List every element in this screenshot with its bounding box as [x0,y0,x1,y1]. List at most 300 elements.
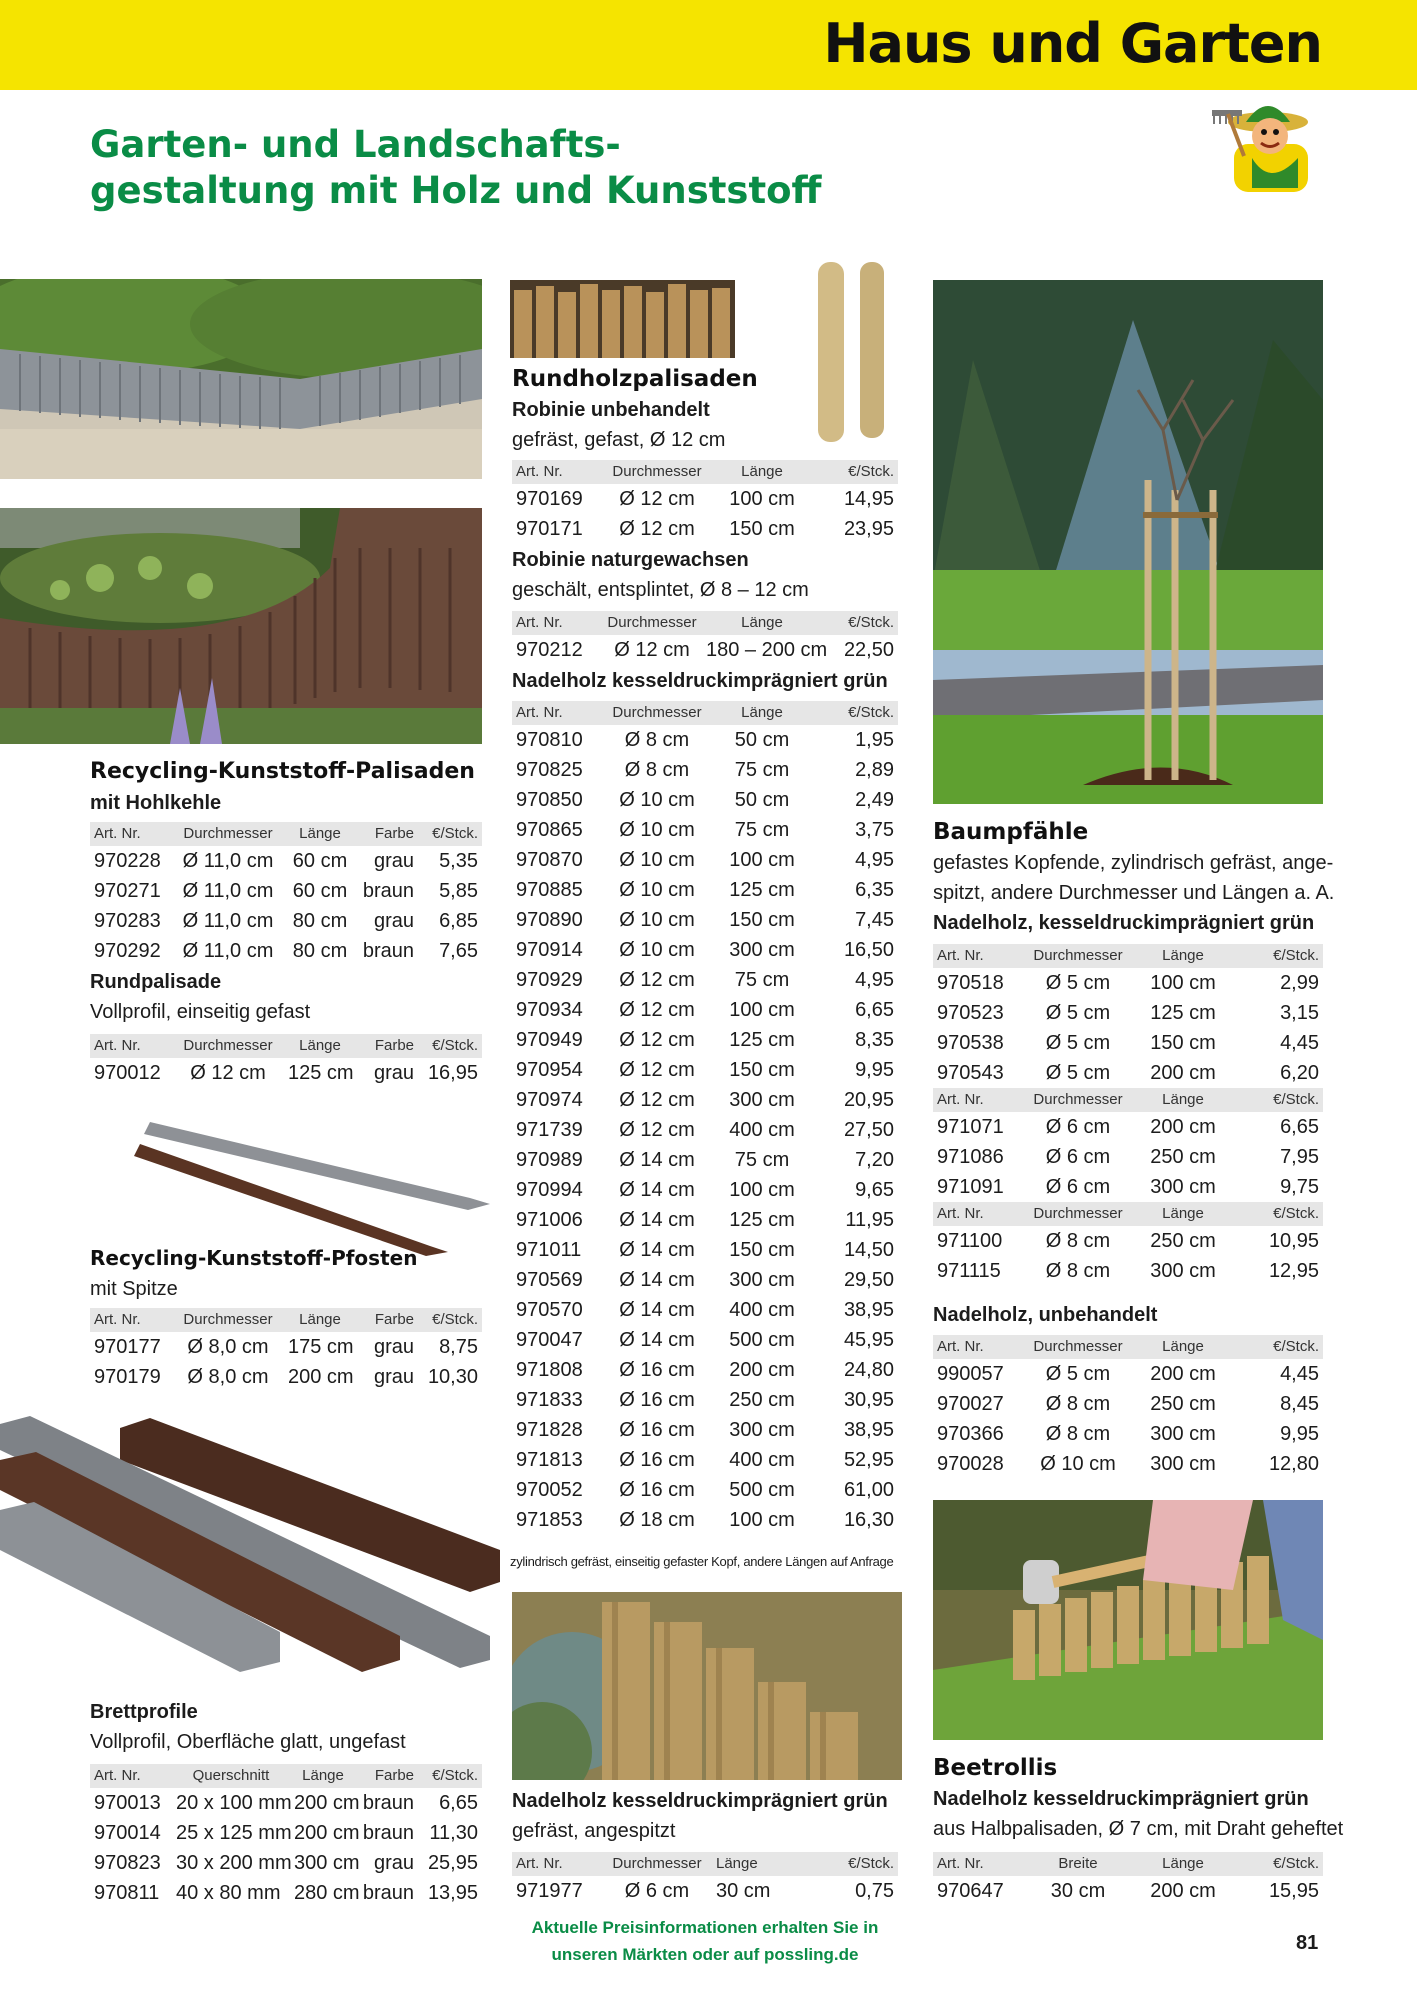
table-row [90,1332,482,1362]
table-cell: 7,45 [855,909,894,931]
baumpfaehle-unbehandelt-section [933,1300,1157,1330]
table-cell: grau [373,1366,414,1388]
table-cell: braun [362,1882,414,1904]
table-cell: 60 cm [292,850,348,872]
col-header: Länge [284,1034,356,1058]
col-header: €/Stck. [1233,944,1323,968]
baumpfaehle-table-1 [933,944,1323,1286]
table-cell: braun [362,880,414,902]
table-cell: 200 cm [1150,1062,1216,1084]
table-cell: 970212 [516,639,583,661]
table-cell: 971011 [516,1239,582,1261]
table-cell: 200 cm [1150,1880,1216,1902]
section-subtitle: Nadelholz kesseldruckimprägniert grün [933,1788,1309,1810]
table-row [933,1449,1323,1479]
table-cell: Ø 14 cm [619,1179,695,1201]
table-cell: 45,95 [843,1329,894,1351]
table-cell: 970850 [516,789,583,811]
table-cell: 3,15 [1280,1002,1319,1024]
table-cell: grau [373,850,414,872]
table-cell: 2,89 [855,759,894,781]
col-header: €/Stck. [812,701,898,725]
table-cell: 970811 [94,1882,160,1904]
pfosten-table [90,1308,482,1392]
col-header: Länge [290,1764,356,1788]
table-row [512,1295,898,1325]
table-cell: 6,20 [1280,1062,1319,1084]
table-row [512,484,898,514]
table-cell: 200 cm [1150,1363,1216,1385]
col-header: €/Stck. [812,1852,898,1876]
table-cell: 7,95 [1280,1146,1319,1168]
table-cell: 400 cm [729,1299,795,1321]
table-row [512,635,898,665]
table-row [90,1788,482,1818]
table-row [933,1389,1323,1419]
table-cell: 300 cm [729,1419,795,1441]
table-body [512,635,898,665]
table-cell: 125 cm [288,1062,354,1084]
table-cell: grau [373,1852,414,1874]
table-cell: 971100 [937,1230,1003,1252]
table-cell: Ø 5 cm [1045,1002,1111,1024]
col-header: Art. Nr. [933,944,1023,968]
table-cell: 300 cm [294,1852,360,1874]
table-cell: 61,00 [843,1479,894,1501]
table-cell: 150 cm [729,909,795,931]
table-row [90,846,482,876]
col-header: Art. Nr. [512,611,602,635]
col-header: Art. Nr. [90,822,172,846]
table-cell: 970647 [937,1880,1004,1902]
table-row [512,514,898,544]
table-cell: Ø 8,0 cm [187,1336,269,1358]
table-cell: 12,80 [1268,1453,1319,1475]
section-subtitle: mit Spitze [90,1278,178,1300]
table-row [90,1058,482,1088]
table-cell: 6,65 [1280,1116,1319,1138]
table-cell: 180 – 200 cm [706,639,828,661]
table-row [512,1385,898,1415]
table-cell: 970569 [516,1269,583,1291]
table-cell: 14,95 [843,488,894,510]
col-header: €/Stck. [418,1308,482,1332]
section-title: Rundholzpalisaden [512,366,758,392]
nadelholz-table [512,701,898,1535]
table-cell: 100 cm [1150,972,1216,994]
table-cell: 970929 [516,969,583,991]
table-cell: 4,95 [855,969,894,991]
table-cell: 6,85 [439,910,478,932]
col-header: Farbe [356,1308,418,1332]
pfosten-section [90,1242,417,1304]
table-cell: 500 cm [729,1479,795,1501]
col-header: Art. Nr. [512,1852,602,1876]
col-header: €/Stck. [418,1764,482,1788]
table-row [512,1475,898,1505]
table-cell: 100 cm [729,488,795,510]
table-cell: Ø 14 cm [619,1149,695,1171]
table-cell: Ø 14 cm [619,1329,695,1351]
rundpalisade-section [90,967,310,1027]
col-header: Art. Nr. [90,1764,172,1788]
col-header: Art. Nr. [512,701,602,725]
table-cell: 970825 [516,759,583,781]
table-cell: 150 cm [729,1059,795,1081]
table-cell: 100 cm [729,1179,795,1201]
table-cell: 300 cm [1150,1176,1216,1198]
table-cell: 38,95 [843,1299,894,1321]
table-cell: 30,95 [843,1389,894,1411]
col-header: Länge [1133,1852,1233,1876]
table-cell: 16,50 [843,939,894,961]
table-row [512,1505,898,1535]
table-cell: 100 cm [729,999,795,1021]
col-header: Art. Nr. [933,1088,1023,1112]
table-cell: 7,20 [855,1149,894,1171]
table-header-row [933,1088,1323,1112]
col-header: €/Stck. [812,460,898,484]
table-cell: 250 cm [1150,1230,1216,1252]
rundholz-section [512,363,758,455]
table-cell: 75 cm [734,1149,790,1171]
table-cell: 30 x 200 mm [176,1852,292,1874]
table-header-row [90,1034,482,1058]
section-subtitle: mit Hohlkehle [90,792,222,814]
table-cell: 50 cm [734,729,790,751]
table-cell: 8,45 [1280,1393,1319,1415]
beetrollis-table [933,1852,1323,1906]
page-number: 81 [1296,1932,1319,1954]
table-cell: 970543 [937,1062,1004,1084]
table-cell: 11,30 [429,1822,478,1844]
table-cell: 200 cm [294,1822,360,1844]
table-body [933,1359,1323,1479]
table-header-row [90,1764,482,1788]
section-subtitle: geschält, entsplintet, Ø 8 – 12 cm [512,579,809,601]
table-row [512,1265,898,1295]
table-cell: 29,50 [843,1269,894,1291]
table-cell: 970292 [94,940,161,962]
table-cell: 23,95 [843,518,894,540]
table-body [933,1226,1323,1286]
table-row [512,1325,898,1355]
header-title: Haus und Garten [823,12,1322,75]
col-header: Durchmesser [602,460,712,484]
recycling-palisaden-section [90,756,475,818]
col-header: €/Stck. [822,611,898,635]
table-cell: Ø 10 cm [619,879,695,901]
table-cell: 500 cm [729,1329,795,1351]
table-cell: 20 x 100 mm [176,1792,292,1814]
table-cell: 970949 [516,1029,583,1051]
table-header-row [933,944,1323,968]
table-cell: grau [373,910,414,932]
table-row [90,1362,482,1392]
robinie-unbehandelt-title: Robinie unbehandelt [512,399,710,421]
table-cell: 970013 [94,1792,161,1814]
table-cell: 2,99 [1280,972,1319,994]
col-header: Durchmesser [1023,1335,1133,1359]
table-cell: 971739 [516,1119,583,1141]
table-header-row [933,1335,1323,1359]
table-cell: 971086 [937,1146,1004,1168]
table-cell: 970885 [516,879,583,901]
table-row [512,965,898,995]
table-cell: 27,50 [843,1119,894,1141]
table-cell: 280 cm [294,1882,360,1904]
table-cell: 970538 [937,1032,1004,1054]
table-cell: 2,49 [855,789,894,811]
table-cell: Ø 16 cm [619,1389,695,1411]
table-cell: Ø 11,0 cm [182,850,274,872]
table-body [933,1876,1323,1906]
table-cell: 970171 [516,518,583,540]
col-header: Länge [712,701,812,725]
page-headline [90,122,822,214]
photo-robinie-posts [810,256,890,446]
table-cell: Ø 12 cm [619,1029,695,1051]
photo-brown-palisades-pond [0,508,482,744]
table-row [512,1175,898,1205]
table-cell: 970027 [937,1393,1004,1415]
col-header: Länge [1133,1088,1233,1112]
table-body [512,484,898,544]
col-header: Länge [284,822,356,846]
table-cell: braun [362,1822,414,1844]
table-row [512,995,898,1025]
table-cell: 52,95 [843,1449,894,1471]
col-header: Art. Nr. [512,460,602,484]
table-cell: Ø 5 cm [1045,1032,1111,1054]
col-header: €/Stck. [418,1034,482,1058]
table-cell: 970012 [94,1062,161,1084]
col-header: Durchmesser [602,1852,712,1876]
table-cell: 14,50 [843,1239,894,1261]
table-cell: 971091 [937,1176,1004,1198]
table-cell: 970810 [516,729,583,751]
table-header-row [512,460,898,484]
col-header: Länge [702,611,822,635]
table-cell: 971071 [937,1116,1004,1138]
baumpfaehle-table-2 [933,1335,1323,1479]
photo-stepped-palisades [512,1592,902,1780]
table-cell: 970169 [516,488,583,510]
table-cell: 9,95 [855,1059,894,1081]
table-row [933,998,1323,1028]
table-cell: 10,30 [427,1366,478,1388]
table-cell: 970366 [937,1423,1004,1445]
col-header: €/Stck. [418,822,482,846]
table-cell: 15,95 [1268,1880,1319,1902]
section-title: Nadelholz kesseldruckimprägniert grün [512,670,888,692]
table-cell: Ø 16 cm [619,1359,695,1381]
table-cell: Ø 12 cm [614,639,690,661]
table-cell: 22,50 [843,639,894,661]
photo-grey-palisades [0,279,482,479]
table-row [512,815,898,845]
col-header: Art. Nr. [933,1852,1023,1876]
col-header: Querschnitt [172,1764,290,1788]
table-row [512,755,898,785]
col-header: Art. Nr. [933,1335,1023,1359]
table-cell: 75 cm [734,819,790,841]
table-cell: 11,95 [845,1209,894,1231]
table-cell: 300 cm [1150,1423,1216,1445]
table-cell: 970914 [516,939,583,961]
table-cell: 970283 [94,910,161,932]
table-row [933,968,1323,998]
table-cell: 971808 [516,1359,583,1381]
table-row [512,935,898,965]
section-desc-1: gefastes Kopfende, zylindrisch gefräst, ange- [933,852,1334,874]
table-cell: 13,95 [427,1882,478,1904]
col-header: Farbe [356,822,418,846]
table-cell: Ø 12 cm [190,1062,266,1084]
table-cell: 4,45 [1280,1032,1319,1054]
spitzpfahl-table [512,1852,898,1906]
table-cell: 970177 [94,1336,161,1358]
table-row [512,1145,898,1175]
photo-beetrollis [933,1500,1323,1740]
table-cell: Ø 10 cm [619,789,695,811]
table-cell: 970989 [516,1149,583,1171]
table-row [512,845,898,875]
table-cell: 50 cm [734,789,790,811]
table-row [90,1818,482,1848]
table-cell: 250 cm [729,1389,795,1411]
table-cell: 38,95 [843,1419,894,1441]
table-cell: 970047 [516,1329,583,1351]
table-row [512,1025,898,1055]
table-cell: 970994 [516,1179,583,1201]
col-header: Art. Nr. [90,1034,172,1058]
header-bar [0,0,1417,90]
table-cell: Ø 11,0 cm [182,940,274,962]
photo-plastic-posts [130,1100,500,1262]
gardener-mascot-icon [1206,92,1324,194]
table-body [90,1788,482,1908]
table-cell: Ø 8 cm [1045,1423,1111,1445]
section-subtitle: Vollprofil, Oberfläche glatt, ungefast [90,1731,406,1753]
nadelholz-section [512,666,888,696]
col-header: Farbe [356,1034,418,1058]
table-row [512,1115,898,1145]
table-cell: 16,95 [427,1062,478,1084]
table-cell: 970865 [516,819,583,841]
headline-line-2: gestaltung mit Holz und Kunststoff [90,169,822,212]
col-header: Durchmesser [1023,1202,1133,1226]
table-cell: Ø 12 cm [619,518,695,540]
table-cell: 75 cm [734,759,790,781]
table-row [90,936,482,966]
col-header: Durchmesser [172,1308,284,1332]
table-cell: 30 cm [716,1880,771,1902]
table-cell: Ø 5 cm [1045,1062,1111,1084]
section-title: Recycling-Kunststoff-Palisaden [90,759,475,784]
table-cell: 970179 [94,1366,161,1388]
table-body [512,725,898,1535]
table-cell: Ø 6 cm [624,1880,690,1902]
table-cell: 970028 [937,1453,1004,1475]
table-header-row [90,1308,482,1332]
headline-line-1: Garten- und Landschafts- [90,123,621,166]
table-cell: Ø 10 cm [619,909,695,931]
robinie-natur-table [512,611,898,665]
table-body [90,846,482,966]
table-row [933,1359,1323,1389]
table-header-row [512,1852,898,1876]
table-cell: 5,35 [439,850,478,872]
table-cell: Ø 11,0 cm [182,910,274,932]
table-cell: 80 cm [292,910,348,932]
table-cell: 12,95 [1268,1260,1319,1282]
table-row [933,1256,1323,1286]
table-row [512,1055,898,1085]
photo-board-profiles [0,1410,500,1690]
photo-tree-stakes [933,280,1323,804]
section-title: Robinie naturgewachsen [512,549,749,571]
table-cell: 250 cm [1150,1393,1216,1415]
table-cell: Ø 5 cm [1045,972,1111,994]
robinie-unbehandelt-table [512,460,898,544]
table-cell: 300 cm [1150,1453,1216,1475]
section-subtitle: gefräst, angespitzt [512,1820,676,1842]
table-cell: Ø 12 cm [619,1119,695,1141]
table-cell: 970823 [94,1852,161,1874]
table-header-row [512,701,898,725]
table-cell: 1,95 [855,729,894,751]
col-header: Farbe [356,1764,418,1788]
table-cell: grau [373,1062,414,1084]
robinie-unbehandelt-subtitle: gefräst, gefast, Ø 12 cm [512,429,726,451]
table-cell: 80 cm [292,940,348,962]
table-row [933,1419,1323,1449]
table-cell: 75 cm [734,969,790,991]
table-row [933,1028,1323,1058]
table-cell: Ø 6 cm [1045,1116,1111,1138]
table-cell: 300 cm [729,939,795,961]
table-row [512,1415,898,1445]
table-cell: Ø 8 cm [1045,1230,1111,1252]
table-cell: Ø 12 cm [619,1089,695,1111]
table-cell: 970523 [937,1002,1004,1024]
table-cell: 175 cm [288,1336,354,1358]
table-cell: 125 cm [1150,1002,1216,1024]
table-row [512,725,898,755]
table-body [512,1876,898,1906]
table-cell: 971853 [516,1509,583,1531]
table-cell: 6,65 [855,999,894,1021]
table-cell: Ø 8 cm [624,759,690,781]
table-cell: 24,80 [843,1359,894,1381]
table-cell: 971977 [516,1880,583,1902]
table-row [933,1876,1323,1906]
table-row [933,1058,1323,1088]
section-title: Rundpalisade [90,971,222,993]
brettprofile-table [90,1764,482,1908]
table-cell: 400 cm [729,1449,795,1471]
table-cell: 8,35 [855,1029,894,1051]
table-cell: 970870 [516,849,583,871]
table-row [512,1235,898,1265]
table-body [90,1058,482,1088]
col-header: €/Stck. [1233,1335,1323,1359]
table-cell: 971813 [516,1449,583,1471]
table-cell: 100 cm [729,1509,795,1531]
table-cell: grau [373,1336,414,1358]
table-cell: 250 cm [1150,1146,1216,1168]
